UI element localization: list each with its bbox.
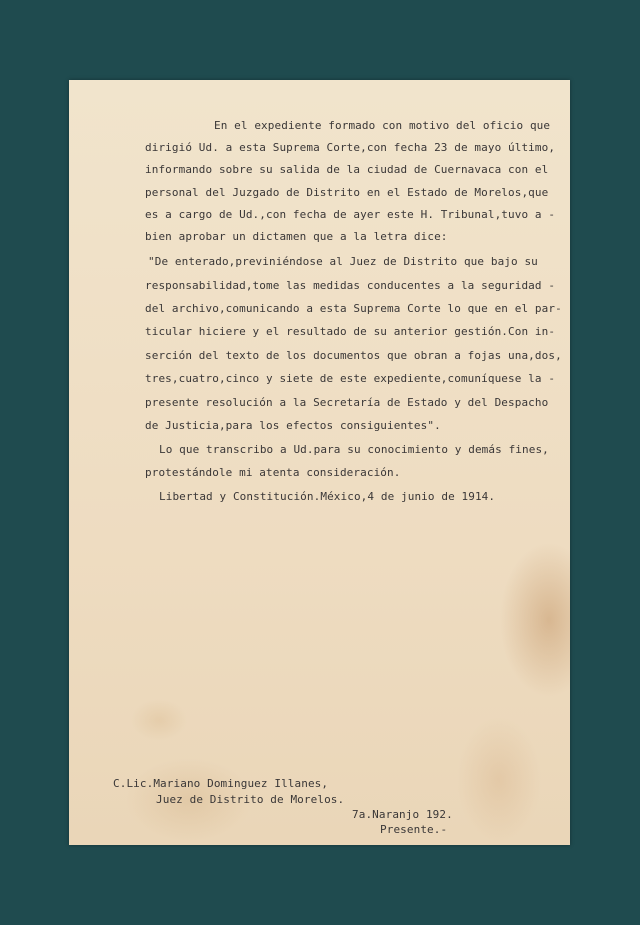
body-line-3: informando sobre su salida de la ciudad de Cuernavaca con el — [145, 163, 549, 176]
body-line-1: En el expediente formado con motivo del oficio que — [214, 119, 551, 132]
quote-line-1: "De enterado,previniéndose al Juez de Distrito que bajo su — [148, 255, 538, 268]
address-line-1: C.Lic.Mariano Dominguez Illanes, — [113, 777, 329, 790]
date-line: Libertad y Constitución.México,4 de junio de 1914. — [159, 490, 496, 503]
document-page — [69, 80, 570, 845]
quote-line-7: presente resolución a la Secretaría de Estado y del Despacho — [145, 396, 549, 409]
address-line-4: Presente.- — [380, 823, 448, 836]
quote-line-4: ticular hiciere y el resultado de su anterior gestión.Con in- — [145, 325, 556, 338]
quote-line-8: de Justicia,para los efectos consiguientes". — [145, 419, 441, 432]
body-line-2: dirigió Ud. a esta Suprema Corte,con fecha 23 de mayo último, — [145, 141, 556, 154]
address-line-3: 7a.Naranjo 192. — [352, 808, 453, 821]
body-line-6: bien aprobar un dictamen que a la letra dice: — [145, 230, 448, 243]
address-line-2: Juez de Distrito de Morelos. — [156, 793, 345, 806]
body-line-4: personal del Juzgado de Distrito en el Estado de Morelos,que — [145, 186, 549, 199]
quote-line-3: del archivo,comunicando a esta Suprema Corte lo que en el par- — [145, 302, 562, 315]
closing-line-2: protestándole mi atenta consideración. — [145, 466, 401, 479]
quote-line-5: serción del texto de los documentos que obran a fojas una,dos, — [145, 349, 562, 362]
body-line-5: es a cargo de Ud.,con fecha de ayer este H. Tribunal,tuvo a - — [145, 208, 556, 221]
closing-line-1: Lo que transcribo a Ud.para su conocimiento y demás fines, — [159, 443, 549, 456]
quote-line-6: tres,cuatro,cinco y siete de este expediente,comuníquese la - — [145, 372, 556, 385]
quote-line-2: responsabilidad,tome las medidas conducentes a la seguridad - — [145, 279, 556, 292]
